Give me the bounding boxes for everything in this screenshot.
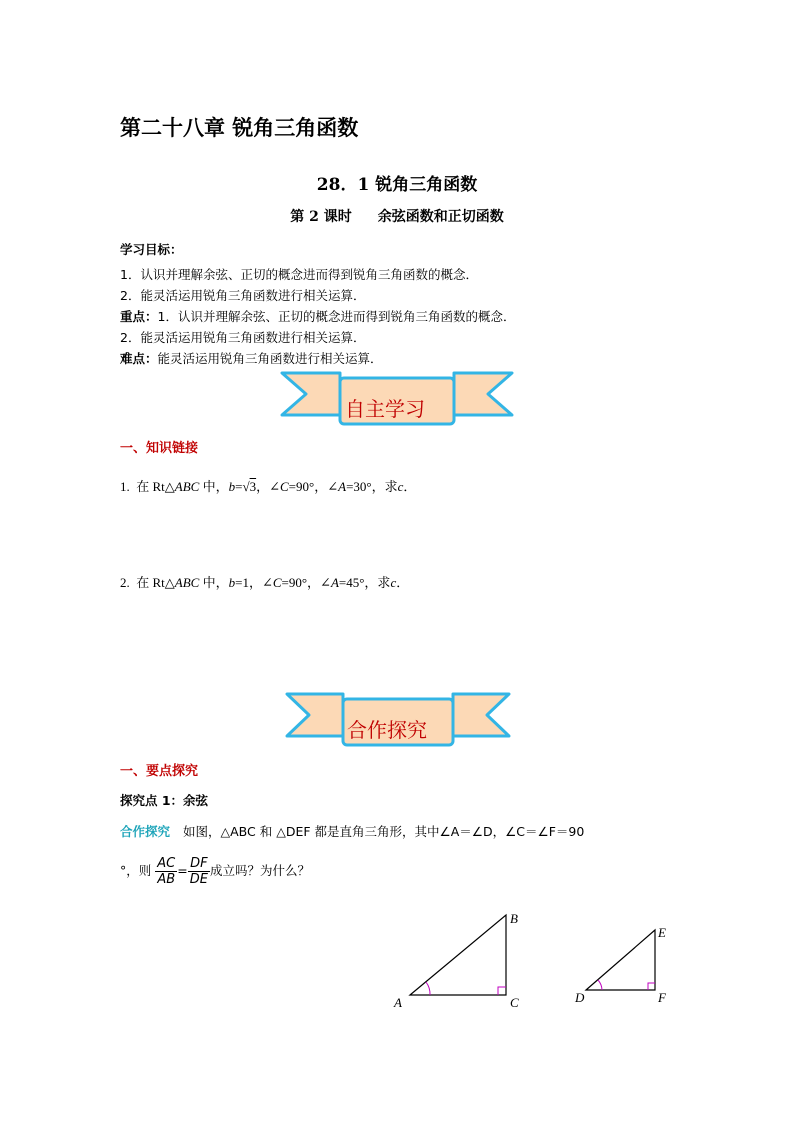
- label-b: B: [510, 911, 518, 926]
- q-text: ．: [396, 575, 410, 590]
- banner-cooperation-text: 合作探究: [347, 718, 427, 742]
- difficulty-point: [120, 349, 383, 367]
- triangles-figure: [390, 905, 690, 1020]
- coop-problem-text: 如图，△ABC 和 △DEF 都是直角三角形，其中∠A＝∠D，∠C＝∠F＝90: [183, 824, 585, 839]
- triangle-def: [586, 930, 655, 990]
- label-e: E: [658, 925, 666, 940]
- q-text: =90°，∠: [281, 575, 331, 590]
- q-text: °，则: [120, 863, 152, 878]
- coop-problem-line2: [120, 856, 310, 887]
- q-triangle: ABC: [174, 575, 200, 590]
- sqrt-symbol: √3: [242, 479, 257, 494]
- q-text: =45°，求: [338, 575, 391, 590]
- objective-item: 1．认识并理解余弦、正切的概念进而得到锐角三角函数的概念．: [120, 267, 478, 282]
- question-1: [120, 476, 416, 495]
- triangle-abc: [410, 915, 506, 995]
- label-d: D: [575, 990, 585, 1005]
- fraction-ac-ab: [155, 856, 177, 887]
- q-text: =30°，求: [346, 479, 398, 494]
- q-var: A: [338, 479, 347, 494]
- key-point: [120, 307, 515, 325]
- q-var: C: [280, 479, 289, 494]
- difficulty-text: 能灵活运用锐角三角函数进行相关运算．: [157, 351, 383, 366]
- knowledge-link-heading: 一、知识链接: [120, 441, 199, 456]
- difficulty-label: 难点：: [120, 351, 158, 366]
- coop-problem-line1: [120, 822, 584, 840]
- q-var: c: [397, 479, 404, 494]
- fraction-numerator: DF: [188, 856, 210, 872]
- lesson-title: [0, 206, 794, 226]
- q-text: ．: [403, 479, 417, 494]
- question-2: [120, 572, 409, 591]
- q-text: =90°，∠: [288, 479, 339, 494]
- fraction-denominator: DE: [189, 872, 208, 887]
- fraction-df-de: [188, 856, 210, 887]
- q-text: 中，: [199, 479, 229, 494]
- right-angle-f-mark: [648, 983, 655, 990]
- explore-point-title: 探究点 1：余弦: [120, 793, 209, 808]
- sqrt-value: 3: [249, 479, 257, 494]
- key-explore-heading: 一、要点探究: [120, 764, 199, 779]
- equals-sign: =: [177, 863, 188, 878]
- label-f: F: [658, 990, 666, 1005]
- q-triangle: ABC: [174, 479, 200, 494]
- q-text: =: [235, 479, 243, 494]
- key-label: 重点：: [120, 309, 158, 324]
- q-var: A: [330, 575, 339, 590]
- objectives-heading: 学习目标：: [120, 242, 183, 257]
- question-number: 1.: [120, 479, 130, 494]
- section-title: 28．1 锐角三角函数: [316, 175, 478, 195]
- key-item-2: 2．能灵活运用锐角三角函数进行相关运算．: [120, 330, 366, 345]
- q-var: b: [228, 479, 236, 494]
- fraction-denominator: AB: [157, 872, 176, 887]
- q-var: C: [272, 575, 282, 590]
- q-text: ，∠: [256, 479, 280, 494]
- question-number: 2.: [120, 575, 130, 590]
- q-text: 成立吗？为什么？: [209, 863, 310, 878]
- angle-a-arc: [426, 982, 430, 995]
- objective-item: 2．能灵活运用锐角三角函数进行相关运算．: [120, 288, 366, 303]
- lesson-topic: 余弦函数和正切函数: [377, 209, 504, 225]
- q-text: 在 Rt△: [136, 575, 175, 590]
- right-angle-c-mark: [498, 987, 506, 995]
- q-text: 中，: [199, 575, 229, 590]
- label-a: A: [394, 995, 402, 1010]
- q-var: b: [228, 575, 236, 590]
- q-text: =1，∠: [235, 575, 273, 590]
- lesson-label: 第 2 课时: [290, 209, 352, 225]
- angle-d-arc: [598, 980, 602, 990]
- q-text: 在 Rt△: [136, 479, 175, 494]
- banner-self-study-text: 自主学习: [345, 397, 425, 421]
- label-c: C: [510, 995, 519, 1010]
- fraction-numerator: AC: [157, 856, 176, 871]
- chapter-title: 第二十八章 锐角三角函数: [120, 115, 359, 140]
- key-text: 1．认识并理解余弦、正切的概念进而得到锐角三角函数的概念．: [157, 309, 516, 324]
- coop-label: 合作探究: [120, 824, 171, 839]
- q-var: c: [390, 575, 397, 590]
